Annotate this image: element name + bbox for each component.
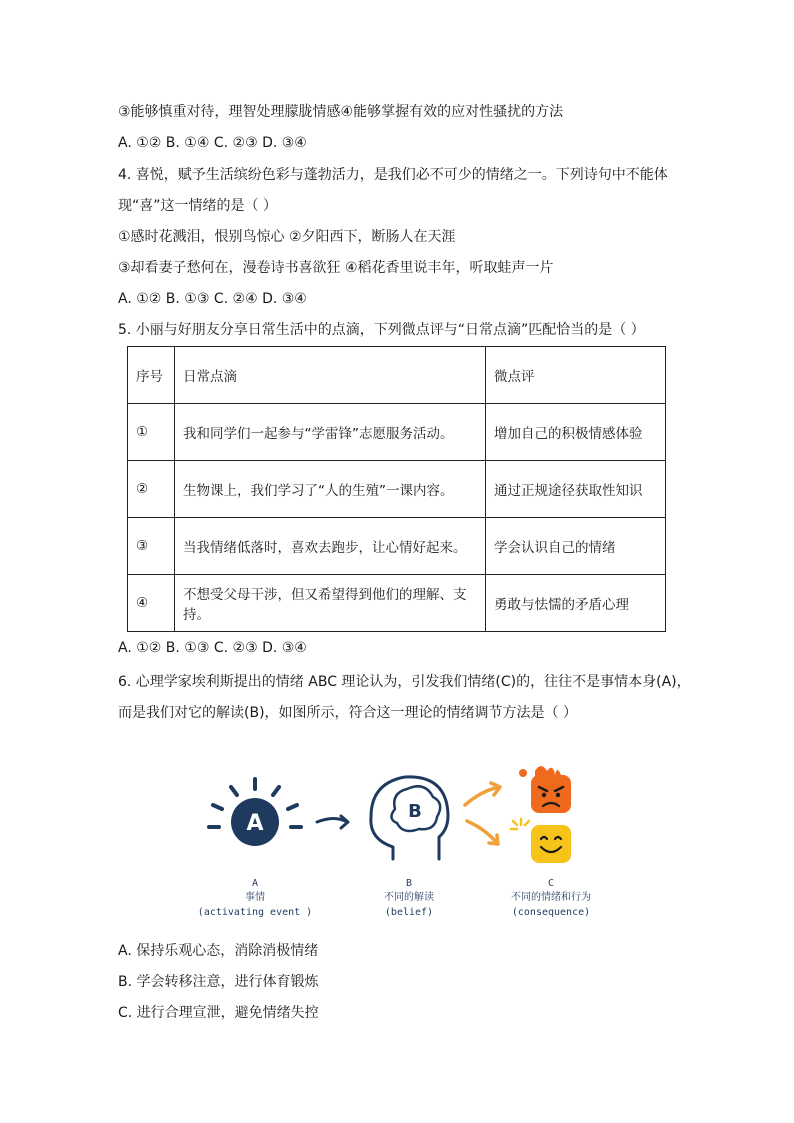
label-a-title: A [251, 878, 259, 889]
sparkle-icon [511, 819, 529, 829]
q5-answer-options: A. ①② B. ①③ C. ②③ D. ③④ [118, 640, 307, 656]
table-cell: ③ [128, 518, 175, 575]
table-header-cell: 日常点滴 [175, 347, 486, 404]
table-cell: 学会认识自己的情绪 [486, 518, 666, 575]
label-c-en: (consequence) [511, 907, 591, 918]
q6-option-a: A. 保持乐观心态，消除消极情绪 [118, 943, 319, 959]
table-cell: 勇敢与怯懦的矛盾心理 [486, 575, 666, 632]
label-b-cn: 不同的解读 [384, 892, 434, 903]
label-a-en: (activating event ) [197, 907, 313, 918]
label-c-cn: 不同的情绪和行为 [511, 892, 591, 903]
q6-option-b: B. 学会转移注意，进行体育锻炼 [118, 974, 319, 990]
table-row [128, 404, 666, 461]
table-cell: ① [128, 404, 175, 461]
q5-table [127, 346, 666, 632]
table-cell: 我和同学们一起参与“学雷锋”志愿服务活动。 [175, 404, 486, 461]
q6-option-c: C. 进行合理宣泄，避免情绪失控 [118, 1005, 319, 1021]
q4-stem-line2: 现“喜”这一情绪的是（ ） [118, 198, 277, 214]
arrow-up-orange-icon [465, 783, 500, 805]
table-header-cell: 微点评 [486, 347, 666, 404]
belief-letter: B [408, 801, 422, 822]
q4-poems-12: ①感时花溅泪，恨别鸟惊心 ②夕阳西下，断肠人在天涯 [118, 229, 456, 245]
q5-stem: 5. 小丽与好朋友分享日常生活中的点滴，下列微点评与“日常点滴”匹配恰当的是（ ） [118, 322, 645, 338]
line-q3-option-34: ③能够慎重对待，理智处理朦胧情感④能够掌握有效的应对性骚扰的方法 [118, 104, 564, 120]
table-cell: 增加自己的积极情感体验 [486, 404, 666, 461]
label-b-en: (belief) [384, 907, 434, 918]
q6-stem-line2: 而是我们对它的解读(B)，如图所示，符合这一理论的情绪调节方法是（ ） [118, 705, 577, 721]
label-c-title: C [547, 878, 555, 889]
q4-answer-options: A. ①② B. ①③ C. ②④ D. ③④ [118, 291, 307, 307]
spark-icon [519, 769, 527, 777]
table-cell: ② [128, 461, 175, 518]
angry-eye-right [556, 793, 560, 797]
arrow-down-orange-icon [467, 821, 498, 844]
happy-face-icon [531, 825, 571, 863]
table-cell: 生物课上，我们学习了“人的生殖”一课内容。 [175, 461, 486, 518]
q4-poems-34: ③却看妻子愁何在，漫卷诗书喜欲狂 ④稻花香里说丰年，听取蛙声一片 [118, 260, 554, 276]
q6-stem-line1: 6. 心理学家埃利斯提出的情绪 ABC 理论认为，引发我们情绪(C)的，往往不是事情本身(A)， [118, 674, 691, 690]
arrow-right-icon [317, 816, 348, 828]
event-letter: A [246, 811, 264, 836]
table-cell: 通过正规途径获取性知识 [486, 461, 666, 518]
table-cell: ④ [128, 575, 175, 632]
table-header-cell: 序号 [128, 347, 175, 404]
table-row [128, 461, 666, 518]
q3-answer-options: A. ①② B. ①④ C. ②③ D. ③④ [118, 135, 307, 151]
table-cell: 不想受父母干涉，但又希望得到他们的理解、支持。 [175, 575, 486, 632]
label-a-cn: 事情 [245, 892, 265, 903]
table-row [128, 575, 666, 632]
table-cell: 当我情绪低落时，喜欢去跑步，让心情好起来。 [175, 518, 486, 575]
label-b-title: B [405, 878, 413, 889]
angry-eye-left [542, 793, 546, 797]
table-row [128, 518, 666, 575]
abc-theory-figure [195, 765, 615, 930]
table-header-row [128, 347, 666, 404]
q4-stem-line1: 4. 喜悦，赋予生活缤纷色彩与蓬勃活力，是我们必不可少的情绪之一。下列诗句中不能体 [118, 167, 668, 183]
angry-face-icon [531, 775, 571, 813]
